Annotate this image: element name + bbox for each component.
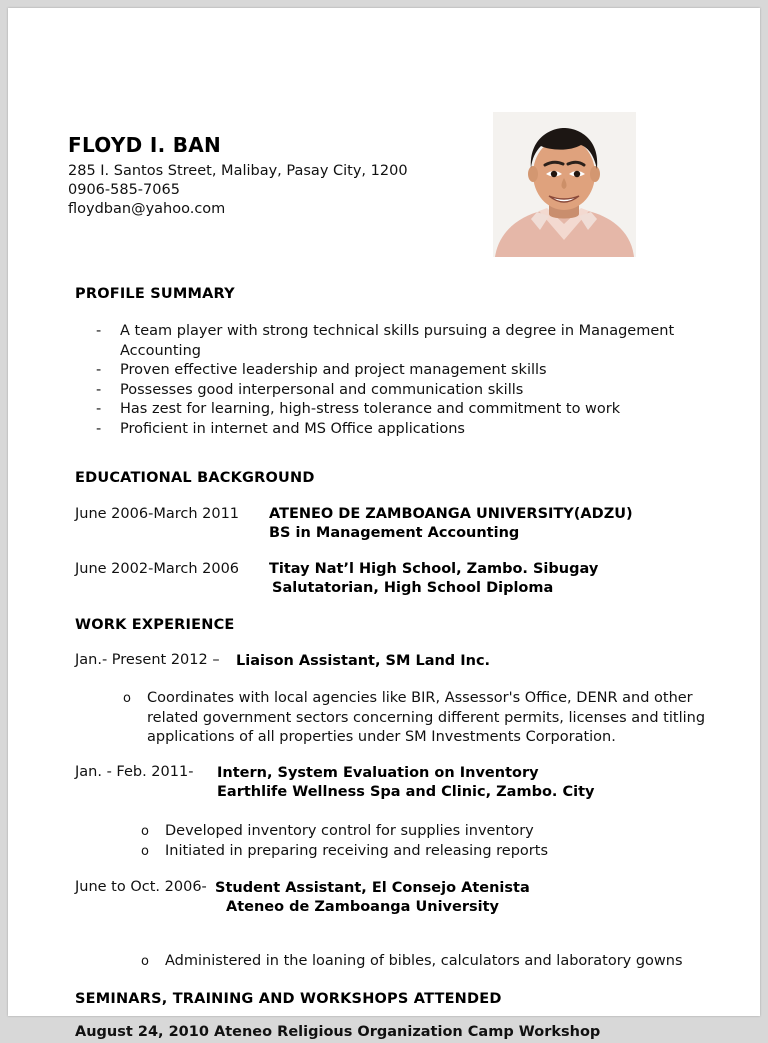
section-heading-work: WORK EXPERIENCE [75,617,235,633]
list-item [123,689,713,748]
education-date: June 2006-March 2011 [75,506,240,522]
work-date: Jan.- Present 2012 – [75,652,220,668]
list-item-text: Proven effective leadership and project management skills [120,362,547,378]
list-item [96,400,706,420]
education-date: June 2002-March 2006 [75,561,240,577]
work-title: Student Assistant, El Consejo Atenista [215,880,530,896]
seminar-first-line: August 24, 2010 Ateneo Religious Organization Camp Workshop [75,1024,601,1040]
list-item-text: Possesses good interpersonal and communication skills [120,381,524,398]
dash-marker: - [96,323,102,339]
work-bullet-list [141,952,701,972]
dash-marker: - [96,401,102,417]
section-heading-education: EDUCATIONAL BACKGROUND [75,470,315,486]
list-item [96,420,706,440]
portrait-photo [493,112,636,257]
list-item-text: Administered in the loaning of bibles, calculators and laboratory gowns [165,953,683,969]
education-degree: BS in Management Accounting [269,525,520,541]
list-item [96,361,706,381]
dash-marker: - [96,420,102,437]
candidate-email: floydban@yahoo.com [68,201,226,217]
education-honors: Salutatorian, High School Diploma [272,580,554,596]
circle-marker: o [141,954,149,969]
work-title: Intern, System Evaluation on Inventory [217,765,539,781]
dash-marker: - [96,381,102,398]
section-heading-seminars: SEMINARS, TRAINING AND WORKSHOPS ATTENDED [75,991,502,1007]
circle-marker: o [141,824,149,839]
document-page [8,8,760,1040]
candidate-name: FLOYD I. BAN [68,133,222,157]
circle-marker: o [141,843,149,859]
work-bullet-list [123,689,713,748]
list-item-text: Has zest for learning, high-stress tolerance and commitment to work [120,401,621,417]
work-date: Jan. - Feb. 2011- [75,764,194,780]
section-heading-profile: PROFILE SUMMARY [75,286,235,302]
candidate-phone: 0906-585-7065 [68,182,180,198]
list-item-text: Initiated in preparing receiving and releasing reports [165,842,549,859]
work-title: Liaison Assistant, SM Land Inc. [236,653,491,669]
circle-marker: o [123,691,131,706]
list-item-text: A team player with strong technical skills pursuing a degree in Management Accounting [120,323,675,359]
list-item [96,381,706,401]
work-date: June to Oct. 2006- [75,879,207,895]
education-school: ATENEO DE ZAMBOANGA UNIVERSITY(ADZU) [269,506,633,522]
work-bullet-list [141,822,701,861]
list-item [141,952,701,972]
list-item [141,822,701,842]
list-item-text: Proficient in internet and MS Office applications [120,420,465,437]
list-item [141,842,701,862]
profile-bullet-list [96,322,706,439]
dash-marker: - [96,362,102,378]
education-school: Titay Nat’l High School, Zambo. Sibugay [269,561,599,577]
list-item-text: Developed inventory control for supplies inventory [165,823,534,839]
work-company: Earthlife Wellness Spa and Clinic, Zambo. City [217,784,595,800]
candidate-address: 285 I. Santos Street, Malibay, Pasay City, 1200 [68,163,408,179]
list-item-text: Coordinates with local agencies like BIR, Assessor's Office, DENR and other related government sectors concerning different permits, licenses and titling applications of all properties under SM Investments Corporation. [147,690,706,745]
work-company: Ateneo de Zamboanga University [226,899,499,915]
resume-header [68,133,468,219]
list-item [96,322,706,361]
